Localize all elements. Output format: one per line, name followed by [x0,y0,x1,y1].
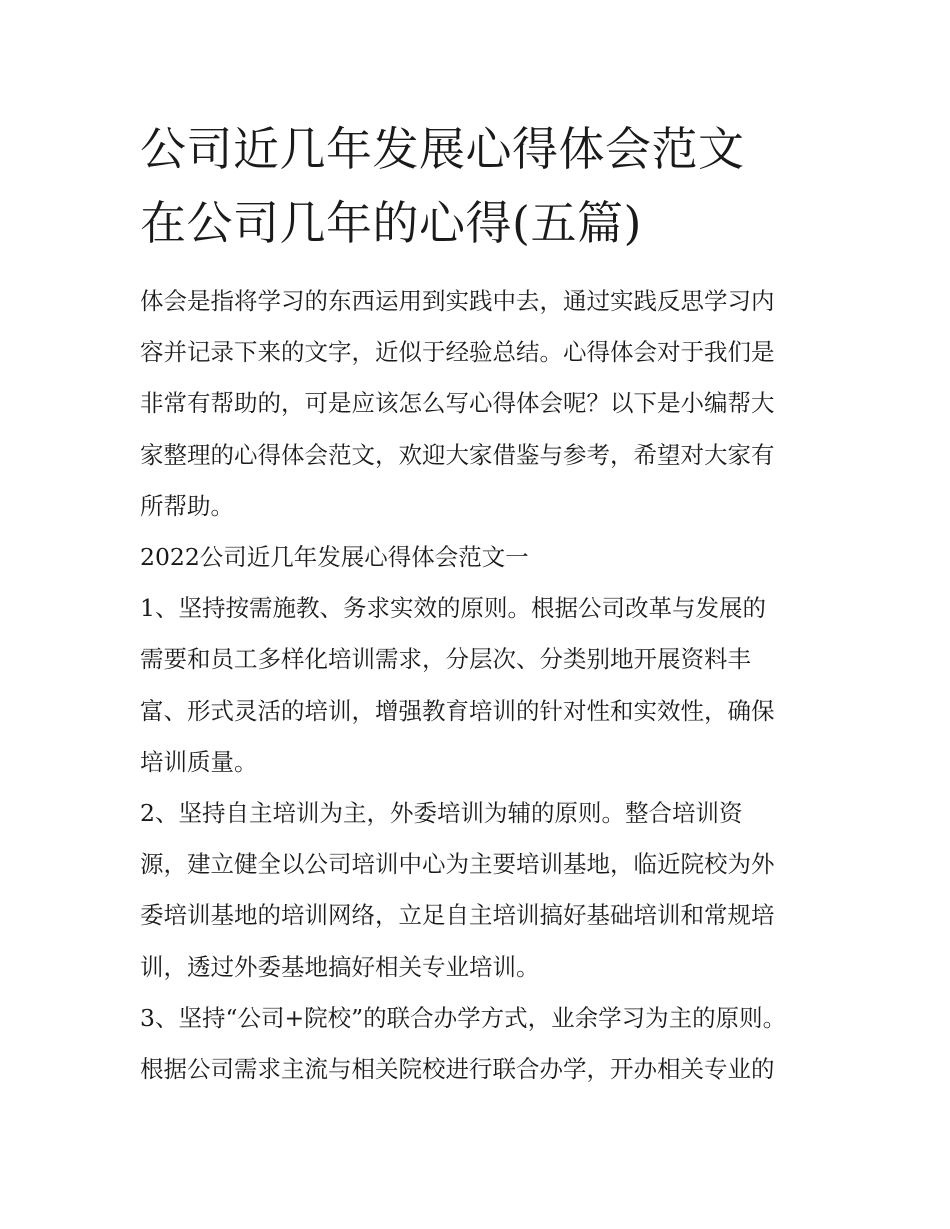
text-line: 体会是指将学习的东西运用到实践中去，通过实践反思学习内 [140,287,775,315]
text-line: 2、坚持自主培训为主，外委培训为辅的原则。整合培训资 [140,799,743,828]
text-line: 委培训基地的培训网络，立足自主培训搞好基础培训和常规培 [140,901,775,930]
text-line: 富、形式灵活的培训，增强教育培训的针对性和实效性，确保 [140,696,775,725]
text-line: 训，透过外委基地搞好相关专业培训。 [140,952,540,981]
text-line: 培训质量。 [140,747,258,776]
principle-paragraph-3 [140,993,812,1095]
text-line: 家整理的心得体会范文，欢迎大家借鉴与参考，希望对大家有 [140,440,775,469]
principle-paragraph-2 [140,788,812,993]
text-line: 非常有帮助的，可是应该怎么写心得体会呢？以下是小编帮大 [140,389,775,418]
text-line: 2022公司近几年发展心得体会范文一 [140,543,529,572]
document-title [140,112,812,260]
title-line: 在公司几年的心得(五篇) [140,196,642,250]
principle-paragraph-1 [140,583,812,788]
section-heading [140,532,812,583]
title-line: 公司近几年发展心得体会范文 [140,122,745,176]
text-line: 根据公司需求主流与相关院校进行联合办学，开办相关专业的 [140,1055,775,1084]
text-line: 源，建立健全以公司培训中心为主要培训基地，临近院校为外 [140,850,775,879]
text-line: 3、坚持“公司+院校”的联合办学方式，业余学习为主的原则。 [140,1003,787,1032]
text-line: 所帮助。 [140,491,234,520]
document-body [140,112,812,1095]
text-line: 1、坚持按需施教、务求实效的原则。根据公司改革与发展的 [140,594,766,623]
text-line: 需要和员工多样化培训需求，分层次、分类别地开展资料丰 [140,645,751,674]
intro-paragraph [140,276,812,532]
text-line: 容并记录下来的文字，近似于经验总结。心得体会对于我们是 [140,338,775,367]
